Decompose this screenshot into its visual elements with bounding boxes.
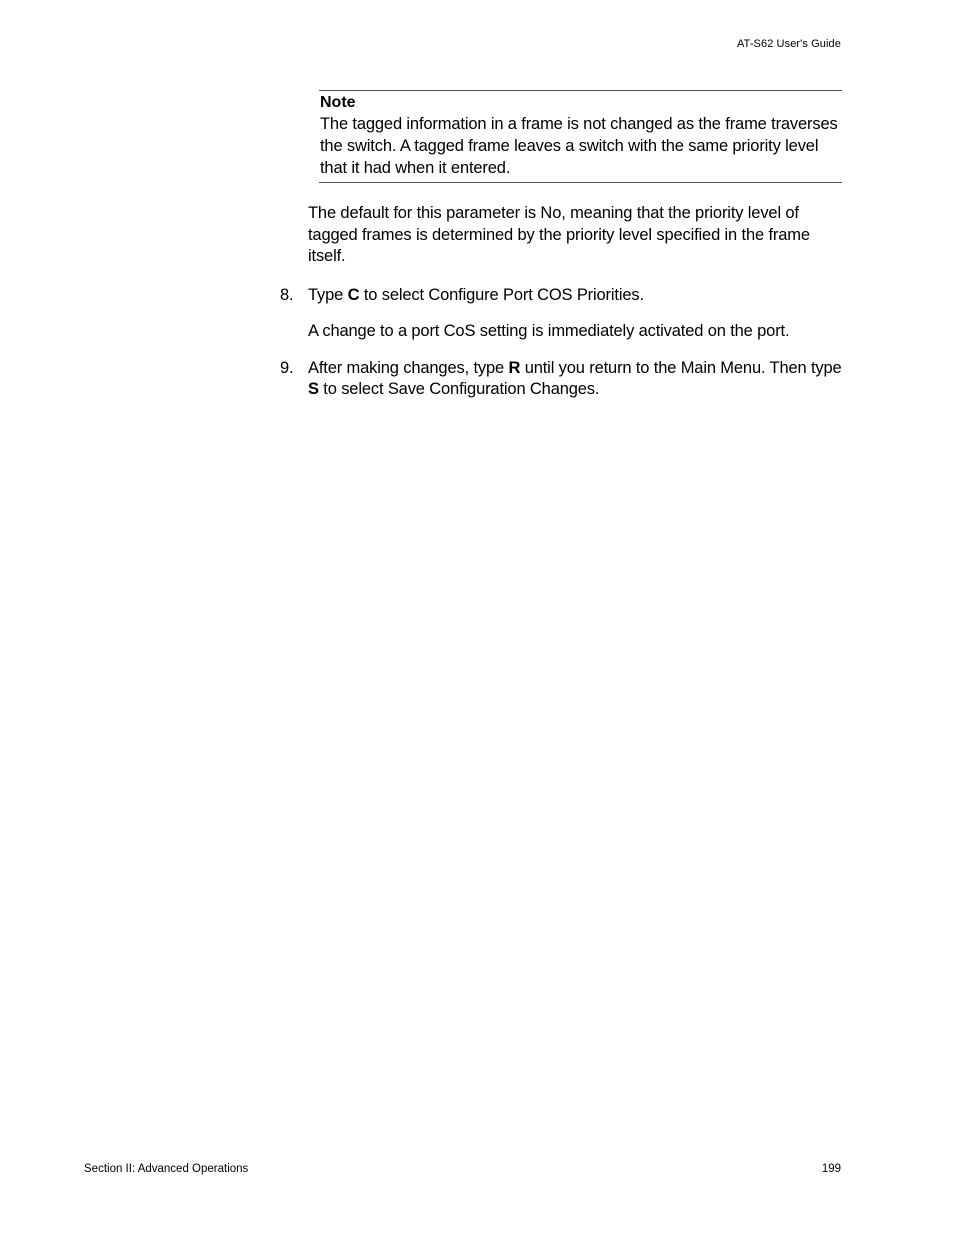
step-8-key: C — [347, 286, 360, 304]
step-8-text-post: to select Configure Port COS Priorities. — [359, 286, 644, 304]
footer-section-title: Section II: Advanced Operations — [84, 1163, 249, 1175]
step-9-number: 9. — [280, 359, 294, 377]
cos-change-paragraph: A change to a port CoS setting is immediately activated on the port. — [308, 322, 790, 340]
step-9 — [280, 358, 850, 400]
step-9-key-r: R — [508, 359, 521, 377]
step-8-text — [308, 285, 850, 306]
step-9-text-pre: After making changes, type — [308, 359, 509, 377]
note-body: The tagged information in a frame is not changed as the frame traverses the switch. A tagged frame leaves a switch with the same priority level that it had when it entered. — [320, 115, 838, 177]
step-9-text-post: to select Save Configuration Changes. — [318, 380, 600, 398]
footer-page-number: 199 — [821, 1163, 841, 1175]
step-9-key-s: S — [308, 380, 319, 398]
running-header-guide-title: AT-S62 User's Guide — [736, 38, 841, 50]
note-box — [319, 90, 842, 183]
step-9-text — [308, 358, 850, 400]
step-8-number: 8. — [280, 286, 294, 304]
step-8 — [280, 285, 850, 306]
default-parameter-paragraph: The default for this parameter is No, meaning that the priority level of tagged frames is determined by the priority level specified in the frame itself. — [308, 204, 810, 265]
step-8-text-pre: Type — [308, 286, 348, 304]
note-title: Note — [320, 94, 356, 111]
step-9-text-mid: until you return to the Main Menu. Then type — [520, 359, 842, 377]
